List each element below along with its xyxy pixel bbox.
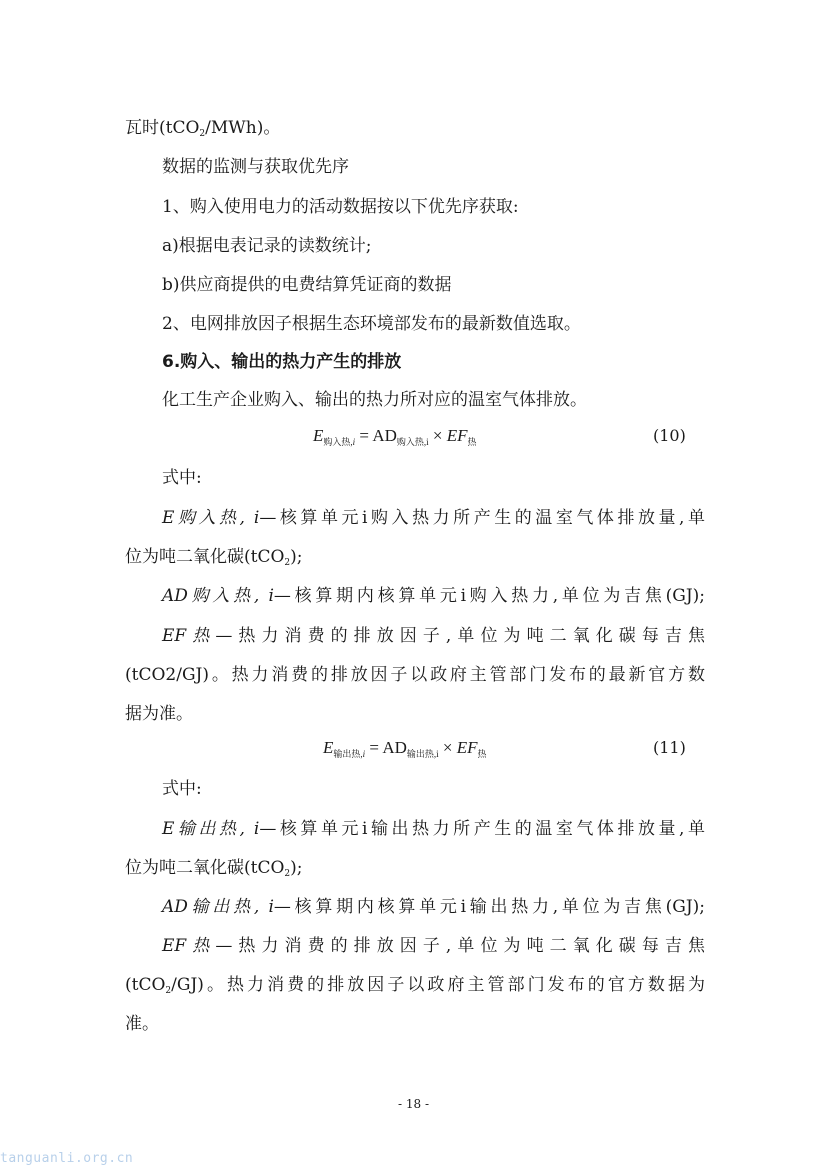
formula-subscript: 输出热,: [333, 749, 363, 759]
formula-subscript-index: i: [362, 749, 366, 759]
text: /MWh)。: [205, 118, 281, 138]
formula-10: [313, 425, 477, 453]
page-number: - 18 -: [397, 1097, 429, 1111]
subscript: 2: [284, 869, 291, 879]
definition-index: i: [253, 819, 260, 839]
definition-term: EF热: [162, 626, 216, 646]
text: /GJ)。热力消费的排放因子以政府主管部门发布的官方数据为: [171, 975, 705, 995]
definition-line: [162, 625, 705, 647]
watermark: tanguanli.org.cn: [0, 1151, 134, 1166]
text: );: [290, 858, 303, 878]
definition-text: —核算期内核算单元i输出热力,单位为吉焦(GJ);: [273, 897, 705, 917]
definition-text: —核算单元i购入热力所产生的温室气体排放量,单: [259, 508, 705, 528]
definition-text: —热力消费的排放因子,单位为吨二氧化碳每吉焦: [215, 936, 705, 956]
paragraph-line: 数据的监测与获取优先序: [162, 157, 349, 177]
text: 位为吨二氧化碳(tCO: [125, 547, 285, 567]
paragraph-line: b)供应商提供的电费结算凭证商的数据: [162, 275, 452, 295]
definition-index: i: [268, 897, 274, 917]
definition-term: AD购入热,: [162, 586, 269, 606]
text: (tCO: [125, 975, 166, 995]
paragraph-line: [125, 117, 705, 145]
formula-symbol: EF: [446, 426, 468, 445]
section-heading: 6.购入、输出的热力产生的排放: [162, 352, 402, 372]
formula-symbol: EF: [456, 738, 478, 757]
equation-number: (10): [653, 426, 686, 445]
definition-line: [162, 935, 705, 957]
text: );: [290, 547, 303, 567]
formula-operator: = AD: [355, 426, 397, 445]
definition-line: [125, 857, 705, 885]
equation-number: (11): [653, 738, 686, 757]
definition-line: [162, 896, 705, 918]
definition-line: [162, 507, 705, 529]
definition-term: E输出热,: [162, 819, 254, 839]
subscript: 2: [284, 558, 291, 568]
definition-term: E购入热,: [162, 508, 254, 528]
subscript: 2: [165, 986, 172, 996]
formula-operator: ×: [438, 738, 457, 757]
paragraph-line: 化工生产企业购入、输出的热力所对应的温室气体排放。: [162, 390, 587, 410]
formula-symbol: E: [323, 738, 334, 757]
definition-term: AD输出热,: [162, 897, 269, 917]
definition-text: —热力消费的排放因子,单位为吨二氧化碳每吉焦: [215, 626, 705, 646]
definition-index: i: [268, 586, 274, 606]
definition-text: —核算期内核算单元i购入热力,单位为吉焦(GJ);: [273, 586, 705, 606]
formula-subscript: 热: [477, 749, 487, 759]
formula-subscript: 购入热,i: [396, 437, 429, 447]
definition-line: (tCO2/GJ)。热力消费的排放因子以政府主管部门发布的最新官方数: [125, 665, 705, 685]
definition-line: 据为准。: [125, 704, 193, 724]
paragraph-line: 1、购入使用电力的活动数据按以下优先序获取:: [162, 197, 519, 217]
definition-line: [162, 818, 705, 840]
definition-term: EF热: [162, 936, 216, 956]
definition-index: i: [253, 508, 260, 528]
definition-line: [125, 974, 705, 1002]
formula-operator: = AD: [365, 738, 407, 757]
definition-line: [125, 546, 705, 574]
definition-line: 准。: [125, 1014, 159, 1034]
where-label: 式中:: [162, 468, 202, 488]
definition-text: —核算单元i输出热力所产生的温室气体排放量,单: [259, 819, 705, 839]
paragraph-line: a)根据电表记录的读数统计;: [162, 236, 372, 256]
formula-subscript: 热: [467, 437, 477, 447]
text: 位为吨二氧化碳(tCO: [125, 858, 285, 878]
formula-symbol: E: [313, 426, 324, 445]
subscript: 2: [199, 129, 206, 139]
formula-subscript: 输出热,i: [406, 749, 439, 759]
definition-line: [162, 585, 705, 607]
formula-subscript: 购入热,: [323, 437, 353, 447]
formula-subscript-index: i: [352, 437, 356, 447]
formula-operator: ×: [428, 426, 447, 445]
paragraph-line: 2、电网排放因子根据生态环境部发布的最新数值选取。: [162, 314, 581, 334]
where-label: 式中:: [162, 779, 202, 799]
text: 瓦时(tCO: [125, 118, 200, 138]
formula-11: [323, 737, 487, 765]
